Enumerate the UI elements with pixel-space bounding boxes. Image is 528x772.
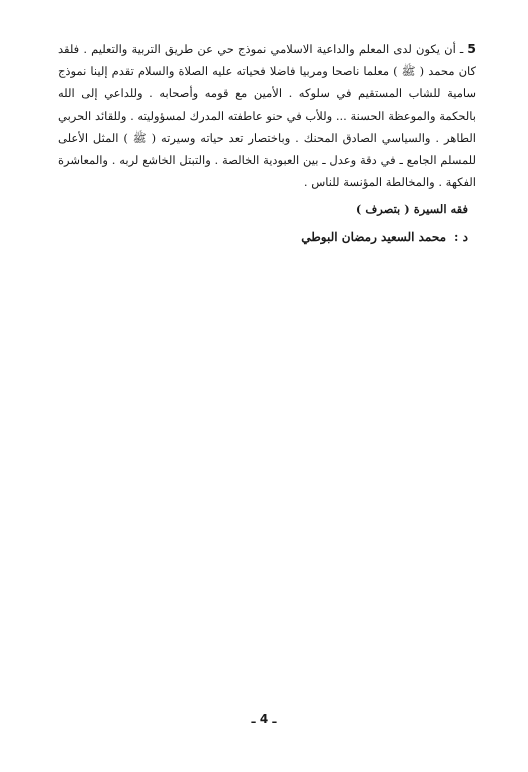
source-citation: فقه السيرة ( بتصرف ) — [355, 202, 468, 216]
page-number: ـ 4 ـ — [251, 712, 277, 726]
author-name: محمد السعيد رمضان البوطي — [301, 230, 447, 244]
numbered-paragraph — [58, 38, 476, 193]
paragraph-text: أن يكون لدى المعلم والداعية الاسلامي نموذج حي عن طريق التربية والتعليم . فلقد كان محمد ( ﷺ ) معلما ناصحا ومربيا فاضلا فحياته عليه الصلاة والسلام تقدم إلينا نموذج سامية للشاب المستقيم في سلوكه . الأمين مع قومه وأصحابه . وللداعي إلى الله بالحكمة والموعظة الحسنة ... وللأب في حنو عاطفته المدرك لمسؤوليته . وللقائد الحربي الطاهر . والسياسي الصادق المحنك . وباختصار تعد حياته وسيرته ( ﷺ ) المثل الأعلى للمسلم الجامع ـ في دقة وعدل ـ بين العبودية الخالصة . والتبتل الخاشع لربه . والمعاشرة الفكهة . والمخالطة المؤنسة للناس . — [58, 42, 476, 190]
item-number: 5 — [467, 41, 476, 56]
author-line — [301, 230, 468, 244]
item-dash: ـ — [459, 42, 464, 56]
author-title-prefix: د : — [454, 230, 468, 244]
